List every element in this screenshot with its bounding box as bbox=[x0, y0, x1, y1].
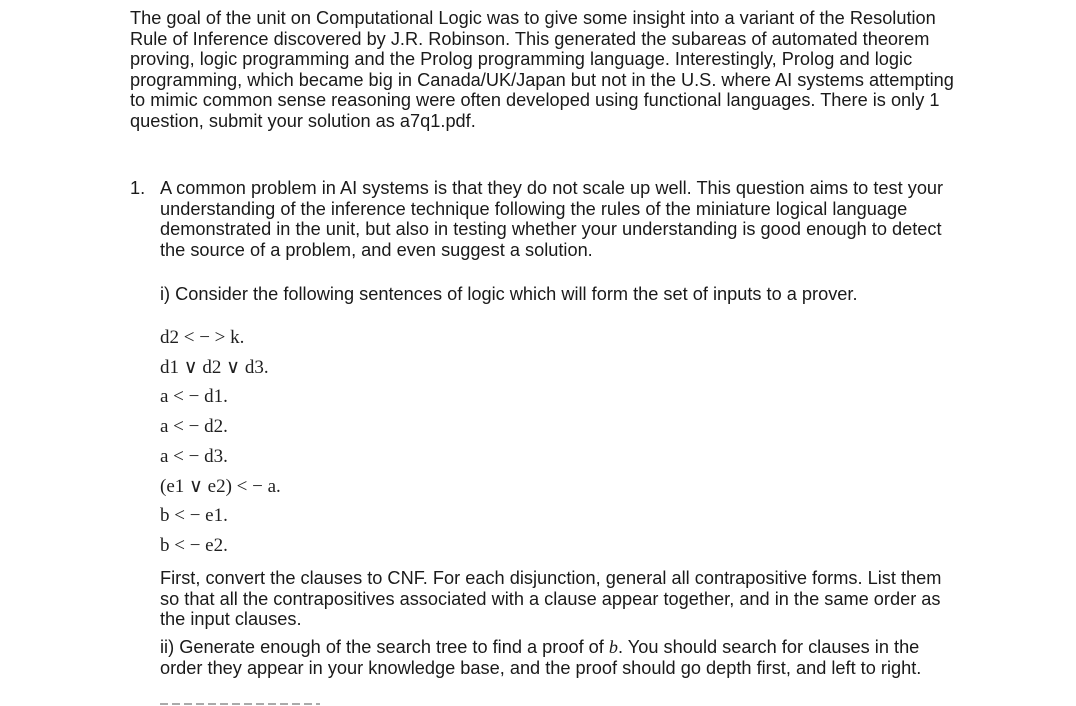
part-ii-prompt bbox=[160, 637, 960, 678]
question-text: A common problem in AI systems is that they do not scale up well. This question aims to test your understanding of the inference technique following the rules of the miniature logical language demonstrated in the unit, but also in testing whether your understanding is good enough to detect the source of a problem, and even suggest a solution. bbox=[160, 178, 944, 260]
clause-4: a < − d2. bbox=[160, 416, 228, 438]
clause-8: b < − e2. bbox=[160, 534, 228, 556]
cnf-instructions bbox=[160, 568, 960, 630]
question-number: 1. bbox=[130, 178, 146, 198]
part-ii-text bbox=[160, 637, 960, 678]
clause-2: d1 ∨ d2 ∨ d3. bbox=[160, 356, 269, 378]
clause-5: a < − d3. bbox=[160, 445, 228, 467]
part-i-prompt: i) Consider the following sentences of logic which will form the set of inputs to a prover. bbox=[160, 284, 858, 304]
clause-list bbox=[160, 323, 281, 561]
part-ii-variable: b bbox=[608, 637, 618, 657]
cnf-instructions-text: First, convert the clauses to CNF. For each disjunction, general all contrapositive forms. List them so that all the contrapositives associated with a clause appear together, and in the same order as the input clauses. bbox=[160, 568, 942, 630]
intro-section bbox=[130, 8, 960, 132]
part-ii-before: ii) Generate enough of the search tree to find a proof of bbox=[160, 637, 609, 657]
cut-off-text-line bbox=[160, 702, 360, 706]
clause-1: d2 < − > k. bbox=[160, 327, 245, 348]
clause-7: b < − e1. bbox=[160, 505, 228, 527]
question-body bbox=[160, 178, 960, 260]
part-ii-after: . You should search for clauses in the order they appear in your knowledge base, and the proof should go depth first, and left to right. bbox=[160, 637, 922, 678]
clause-3: a < − d1. bbox=[160, 386, 228, 408]
clause-6: (e1 ∨ e2) < − a. bbox=[160, 475, 281, 497]
intro-paragraph: The goal of the unit on Computational Logic was to give some insight into a variant of the Resolution Rule of Inference discovered by J.R. Robinson. This generated the subareas of automated theorem proving, logic programming and the Prolog programming language. Interestingly, Prolog and logic programming, which became big in Canada/UK/Japan but not in the U.S. where AI systems attempting to mimic common sense reasoning were often developed using functional languages. There is only 1 question, submit your solution as a7q1.pdf. bbox=[130, 8, 954, 131]
